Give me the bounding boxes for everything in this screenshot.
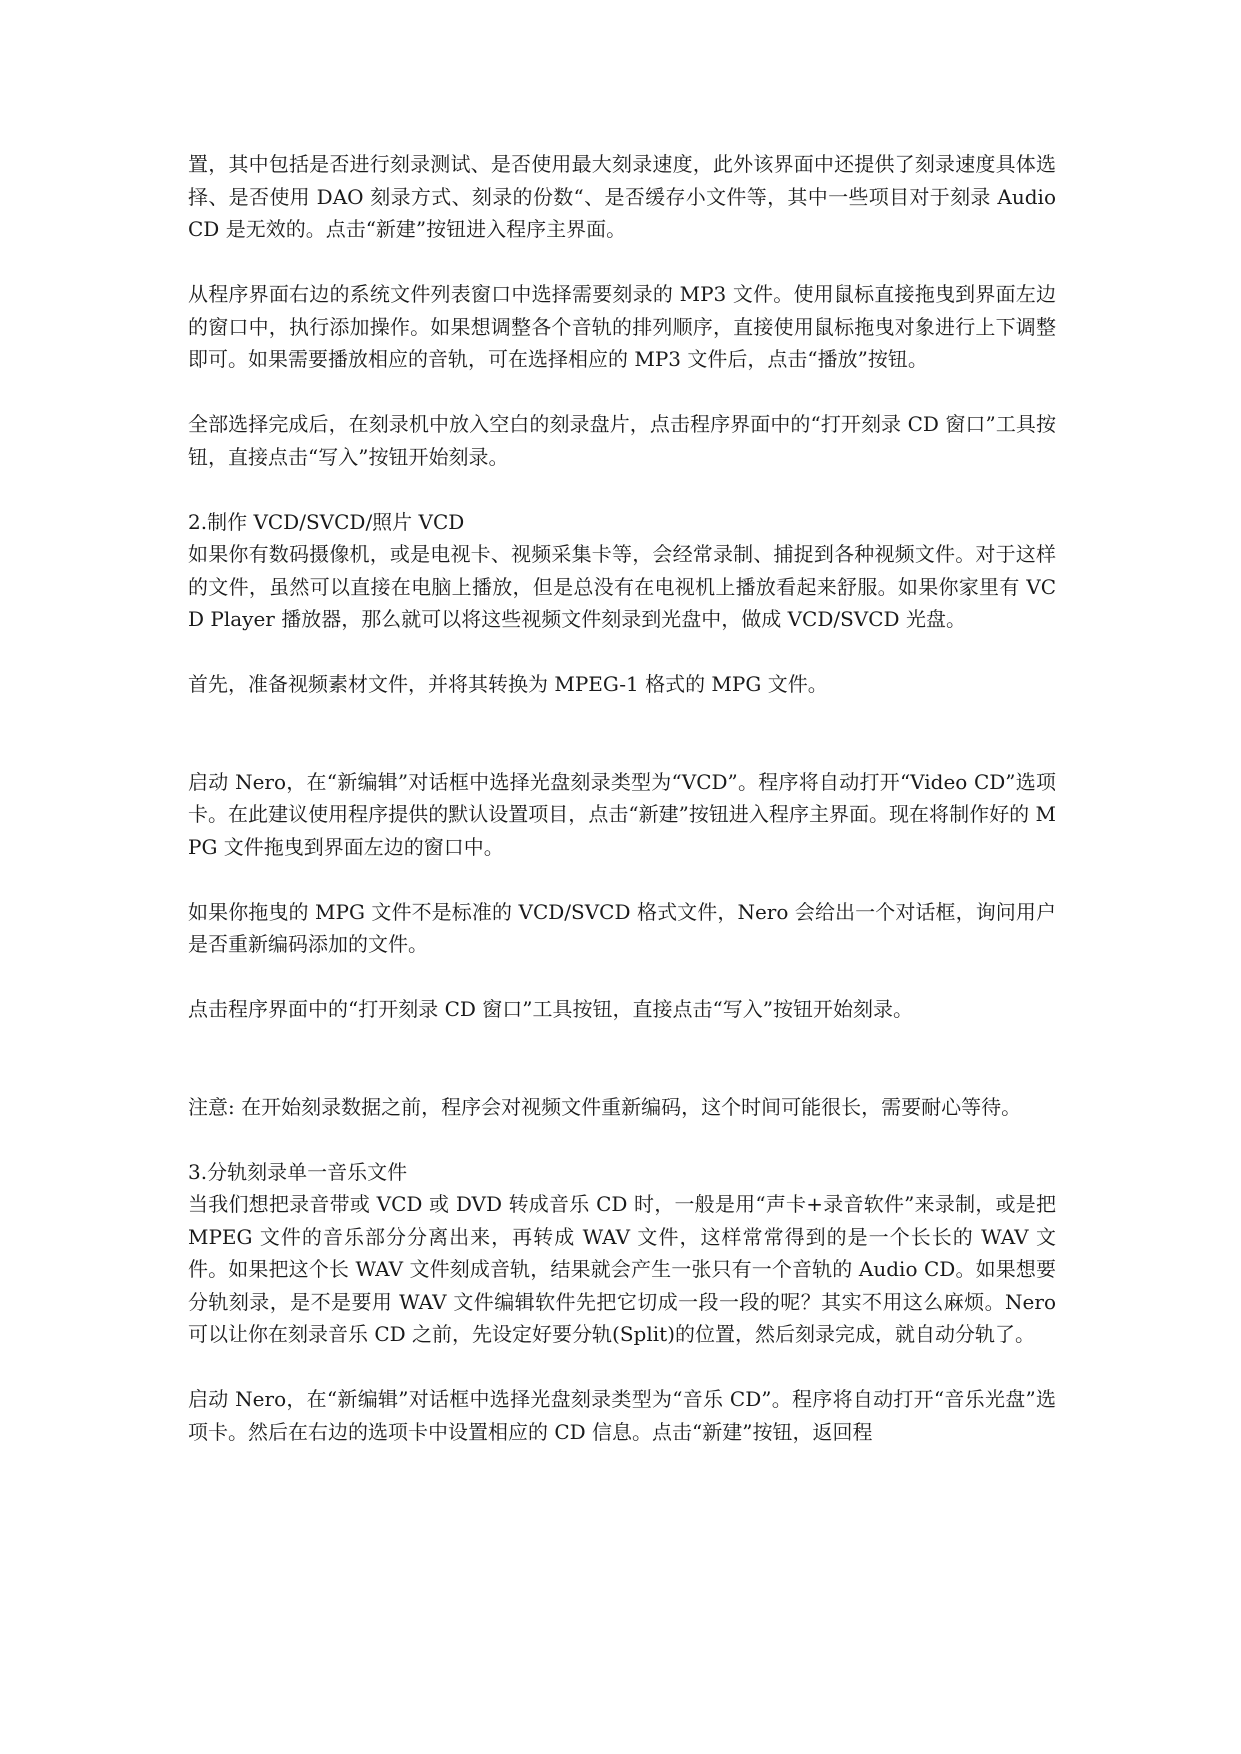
- paragraph-reencode-dialog: 如果你拖曳的 MPG 文件不是标准的 VCD/SVCD 格式文件，Nero 会给出一个对话框，询问用户是否重新编码添加的文件。: [188, 899, 1056, 956]
- paragraph-note: 注意: 在开始刻录数据之前，程序会对视频文件重新编码，这个时间可能很长，需要耐心等待。: [188, 1094, 1022, 1119]
- section-heading-split-tracks: 3.分轨刻录单一音乐文件: [188, 1159, 408, 1184]
- paragraph-vcd-intro: 如果你有数码摄像机，或是电视卡、视频采集卡等，会经常录制、捕捉到各种视频文件。对于这样的文件，虽然可以直接在电脑上播放，但是总没有在电视机上播放看起来舒服。如果你家里有 VCD Player 播放器，那么就可以将这些视频文件刻录到光盘中，做成 VCD/SVCD 光盘。: [188, 542, 1056, 631]
- paragraph-start-nero-vcd: 启动 Nero，在“新编辑”对话框中选择光盘刻录类型为“VCD”。程序将自动打开“Video CD”选项卡。在此建议使用程序提供的默认设置项目，点击“新建”按钮进入程序主界面。现在将制作好的 MPG 文件拖曳到界面左边的窗口中。: [188, 769, 1056, 859]
- paragraph-split-intro: 当我们想把录音带或 VCD 或 DVD 转成音乐 CD 时，一般是用“声卡+录音软件”来录制，或是把 MPEG 文件的音乐部分分离出来，再转成 WAV 文件，这样常常得到的是一个长长的 WAV 文件。如果把这个长 WAV 文件刻成音轨，结果就会产生一张只有一个音轨的 Audio CD。如果想要分轨刻录，是不是要用 WAV 文件编辑软件先把它切成一段一段的呢？其实不用这么麻烦。Nero 可以让你在刻录音乐 CD 之前，先设定好要分轨(Split)的位置，然后刻录完成，就自动分轨了。: [188, 1192, 1056, 1346]
- paragraph-start-burn: 全部选择完成后，在刻录机中放入空白的刻录盘片，点击程序界面中的“打开刻录 CD 窗口”工具按钮，直接点击“写入”按钮开始刻录。: [188, 412, 1056, 469]
- paragraph-write-vcd: 点击程序界面中的“打开刻录 CD 窗口”工具按钮，直接点击“写入”按钮开始刻录。: [188, 997, 913, 1021]
- paragraph-burn-settings: 置，其中包括是否进行刻录测试、是否使用最大刻录速度，此外该界面中还提供了刻录速度具体选择、是否使用 DAO 刻录方式、刻录的份数“、是否缓存小文件等，其中一些项目对于刻录 Audio CD 是无效的。点击“新建”按钮进入程序主界面。: [188, 152, 1056, 241]
- paragraph-select-mp3: 从程序界面右边的系统文件列表窗口中选择需要刻录的 MP3 文件。使用鼠标直接拖曳到界面左边的窗口中，执行添加操作。如果想调整各个音轨的排列顺序，直接使用鼠标拖曳对象进行上下调整即可。如果需要播放相应的音轨，可在选择相应的 MP3 文件后，点击“播放”按钮。: [188, 282, 1056, 371]
- paragraph-prepare-video: 首先，准备视频素材文件，并将其转换为 MPEG-1 格式的 MPG 文件。: [188, 672, 828, 696]
- paragraph-start-nero-audio: 启动 Nero，在“新编辑”对话框中选择光盘刻录类型为“音乐 CD”。程序将自动打开“音乐光盘”选项卡。然后在右边的选项卡中设置相应的 CD 信息。点击“新建”按钮，返回程: [188, 1387, 1056, 1444]
- section-heading-vcd: 2.制作 VCD/SVCD/照片 VCD: [188, 509, 465, 534]
- document-page: [188, 148, 1056, 1448]
